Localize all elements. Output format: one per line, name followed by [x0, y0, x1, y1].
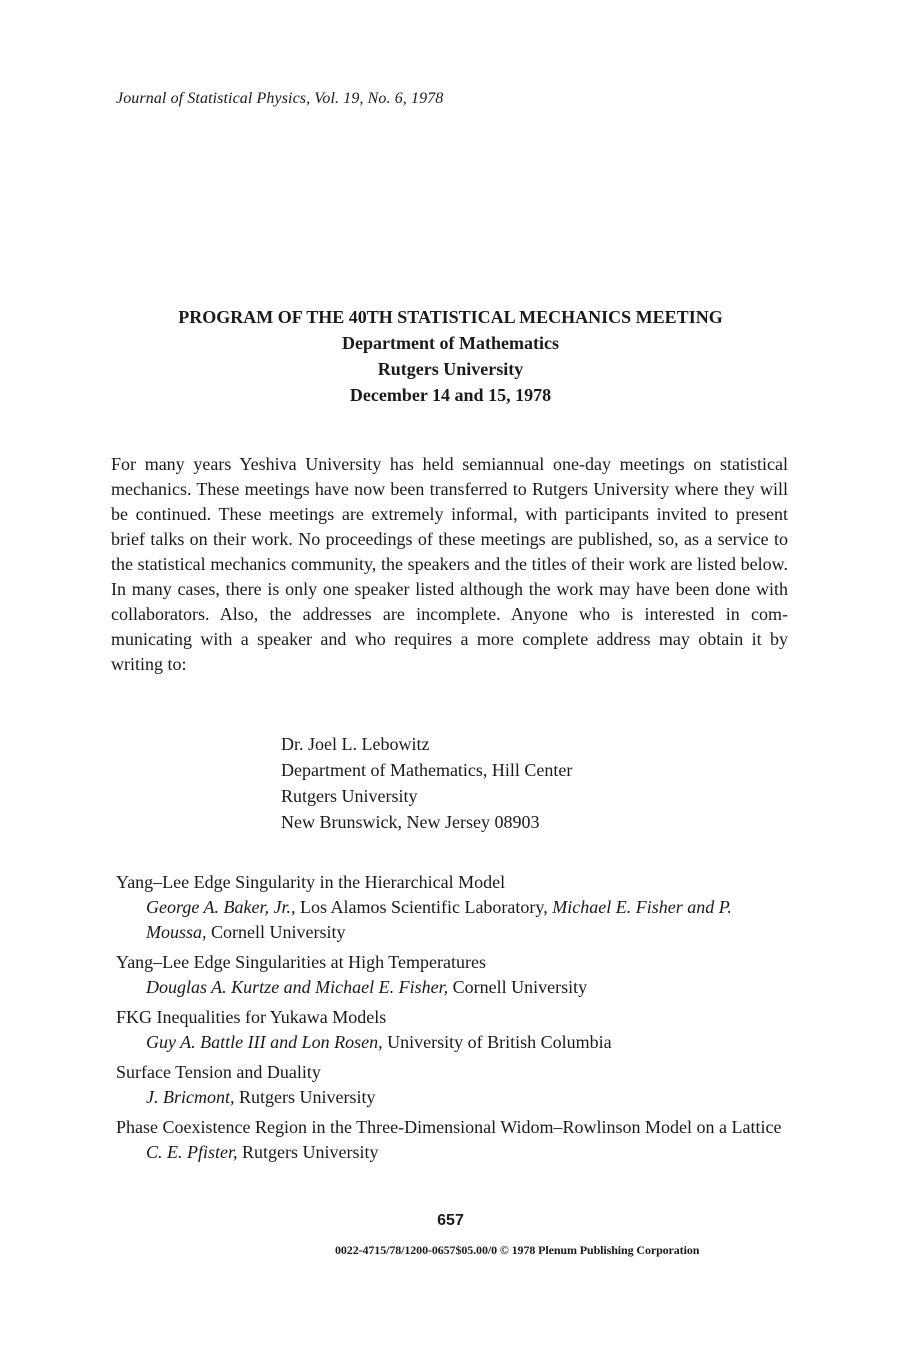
talk-institution: Cornell University [448, 977, 588, 997]
talk-entry [116, 1060, 792, 1110]
journal-header: Journal of Statistical Physics, Vol. 19, No. 6, 1978 [116, 90, 444, 107]
talk-title: Yang–Lee Edge Singularities at High Temperatures [116, 952, 486, 972]
talk-authors [116, 1085, 792, 1110]
talk-title: Yang–Lee Edge Singularity in the Hierarchical Model [116, 872, 506, 892]
address-city: New Brunswick, New Jersey 08903 [281, 812, 540, 832]
talk-title: Surface Tension and Duality [116, 1062, 321, 1082]
address-name: Dr. Joel L. Lebowitz [281, 734, 430, 754]
talk-authors [116, 1030, 792, 1055]
talk-author: J. Bricmont, [146, 1087, 235, 1107]
talk-author: Guy A. Battle III and Lon Rosen, [146, 1032, 383, 1052]
talk-institution: Rutgers University [234, 1087, 376, 1107]
talk-authors [116, 975, 792, 1000]
talk-author: Michael E. Fisher and P. Moussa, [146, 897, 732, 942]
talk-institution: Los Alamos Scientific Laboratory, [295, 897, 553, 917]
date-line: December 14 and 15, 1978 [349, 385, 552, 405]
talk-institution: Rutgers University [237, 1142, 379, 1162]
copyright-line: 0022-4715/78/1200-0657$05.00/0 © 1978 Plenum Publishing Corporation [335, 1243, 700, 1257]
program-title: PROGRAM OF THE 40TH STATISTICAL MECHANICS MEETING [178, 307, 723, 327]
talk-institution: University of British Columbia [382, 1032, 612, 1052]
page-number: 657 [437, 1212, 464, 1229]
talk-title: Phase Coexistence Region in the Three-Dimensional Widom–Rowlinson Model on a Lattice [116, 1117, 782, 1137]
department-line: Department of Mathematics [342, 333, 559, 353]
talk-authors [116, 1140, 792, 1165]
program-title-block [0, 304, 901, 408]
talk-author: George A. Baker, Jr., [146, 897, 296, 917]
talk-author: Douglas A. Kurtze and Michael E. Fisher, [146, 977, 449, 997]
address-university: Rutgers University [281, 786, 418, 806]
intro-paragraph: For many years Yeshiva University has held semiannual one-day meetings on statistical mechanics. These meetings have now been transferred to Rutgers University where they will be continued. These meetings are extremely informal, with participants invited to present brief talks on their work. No proceedings of these meetings are published, so, as a service to the statistical mechanics community, the speakers and the titles of their work are listed below. In many cases, there is only one speaker listed although the work may have been done with collaborators. Also, the addresses are incomplete. Anyone who is interested in communicating with a speaker and who requires a more complete address may obtain it by writing to: [111, 454, 788, 674]
talk-entry [116, 950, 792, 1000]
talk-authors [116, 895, 792, 945]
talk-list [116, 870, 792, 1170]
talk-title: FKG Inequalities for Yukawa Models [116, 1007, 387, 1027]
talk-entry [116, 870, 792, 945]
university-line: Rutgers University [377, 359, 524, 379]
contact-address [281, 731, 572, 835]
talk-author: C. E. Pfister, [146, 1142, 238, 1162]
talk-entry [116, 1115, 792, 1165]
talk-institution: Cornell University [206, 922, 346, 942]
address-department: Department of Mathematics, Hill Center [281, 760, 573, 780]
talk-entry [116, 1005, 792, 1055]
